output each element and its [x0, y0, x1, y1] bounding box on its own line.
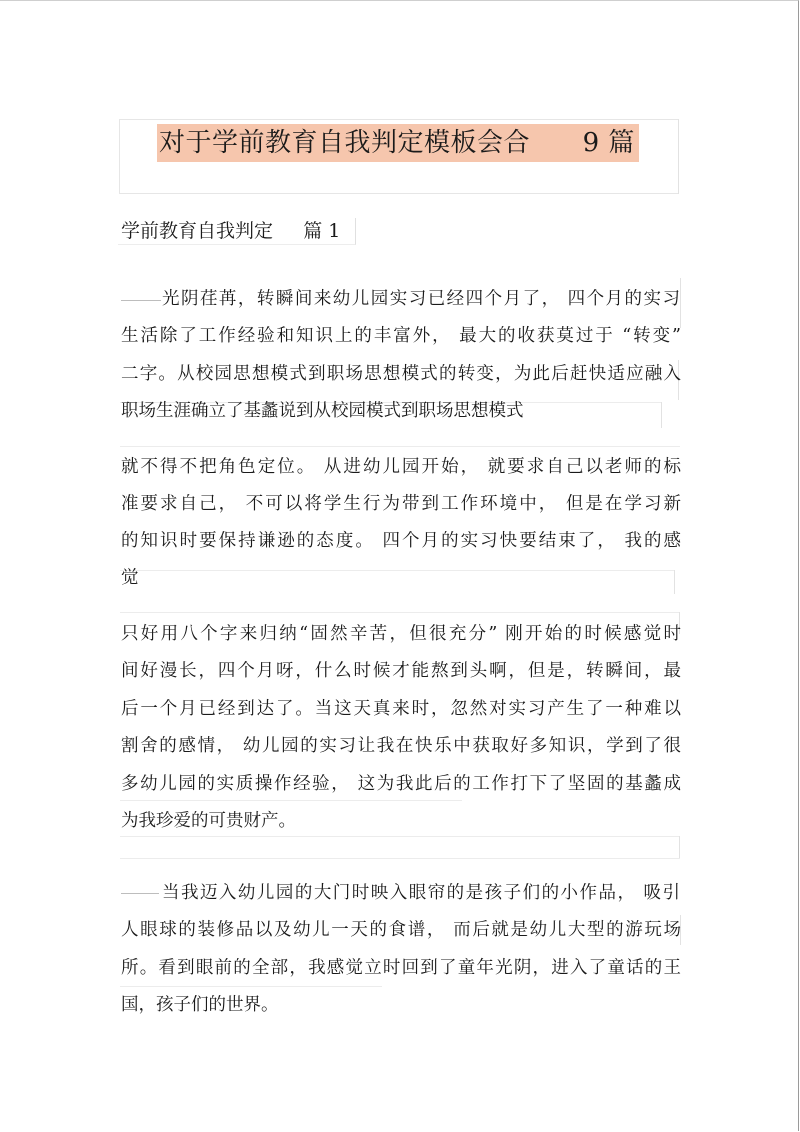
- paragraph-line: 就不得不把角色定位。 从进幼儿园开始， 就要求自己以老师的标: [121, 457, 681, 477]
- paragraph-line: 的知识时要保持谦逊的态度。 四个月的实习快要结束了， 我的感: [121, 531, 681, 551]
- paragraph-line: 光阴荏苒，转瞬间来幼儿园实习已经四个月了， 四个月的实习: [162, 289, 680, 309]
- paragraph-line: 割舍的感情， 幼儿园的实习让我在快乐中获取好多知识，学到了很: [121, 736, 681, 756]
- paragraph-line: 职场生涯确立了基蠡说到从校园模式到职场思想模式: [121, 401, 524, 421]
- paragraph-line: 只好用八个字来归纳“固然辛苦，但很充分” 刚开始的时候感觉时: [121, 624, 681, 644]
- layout-rule: [678, 119, 679, 194]
- layout-rule: [120, 446, 680, 447]
- paragraph-line: 二字。从校园思想模式到职场思想模式的转变，为此后赶快适应融入: [121, 364, 681, 384]
- layout-rule: [120, 986, 382, 987]
- paragraph-line: 人眼球的装修品以及幼儿一天的食谱， 而后就是幼儿大型的游玩场: [121, 920, 681, 940]
- paragraph-line: 后一个月已经到达了。当这天真来时，忽然对实习产生了一种难以: [121, 699, 681, 719]
- paragraph-line: 当我迈入幼儿园的大门时映入眼帘的是孩子们的小作品， 吸引: [162, 883, 680, 903]
- paragraph-line: 所。看到眼前的全部，我感觉立时回到了童年光阴，进入了童话的王: [121, 958, 681, 978]
- section-heading: 学前教育自我判定 篇 1: [121, 220, 341, 242]
- paragraph-line: 为我珍爱的可贵财产。: [121, 811, 296, 831]
- layout-rule: [120, 836, 680, 837]
- paragraph-line: 生活除了工作经验和知识上的丰富外， 最大的收获莫过于 “转变”: [121, 326, 681, 346]
- layout-rule: [679, 836, 680, 858]
- document-title: 对于学前教育自我判定模板会合 9 篇: [157, 124, 639, 162]
- indent-leader: [121, 300, 161, 301]
- layout-rule: [680, 278, 681, 328]
- indent-leader: [121, 893, 159, 894]
- paragraph-line: 间好漫长，四个月呀，什么时候才能熬到头啊，但是，转瞬间，最: [121, 661, 681, 681]
- layout-rule: [120, 858, 680, 859]
- layout-rule: [120, 800, 462, 801]
- paragraph-line: 国，孩子们的世界。: [121, 995, 279, 1015]
- paragraph-line: 多幼儿园的实质操作经验， 这为我此后的工作打下了坚固的基蠡成: [121, 774, 681, 794]
- layout-rule: [120, 612, 680, 613]
- paragraph-line: 觉: [121, 568, 139, 588]
- paragraph-line: 准要求自己， 不可以将学生行为带到工作环境中， 但是在学习新: [121, 494, 681, 514]
